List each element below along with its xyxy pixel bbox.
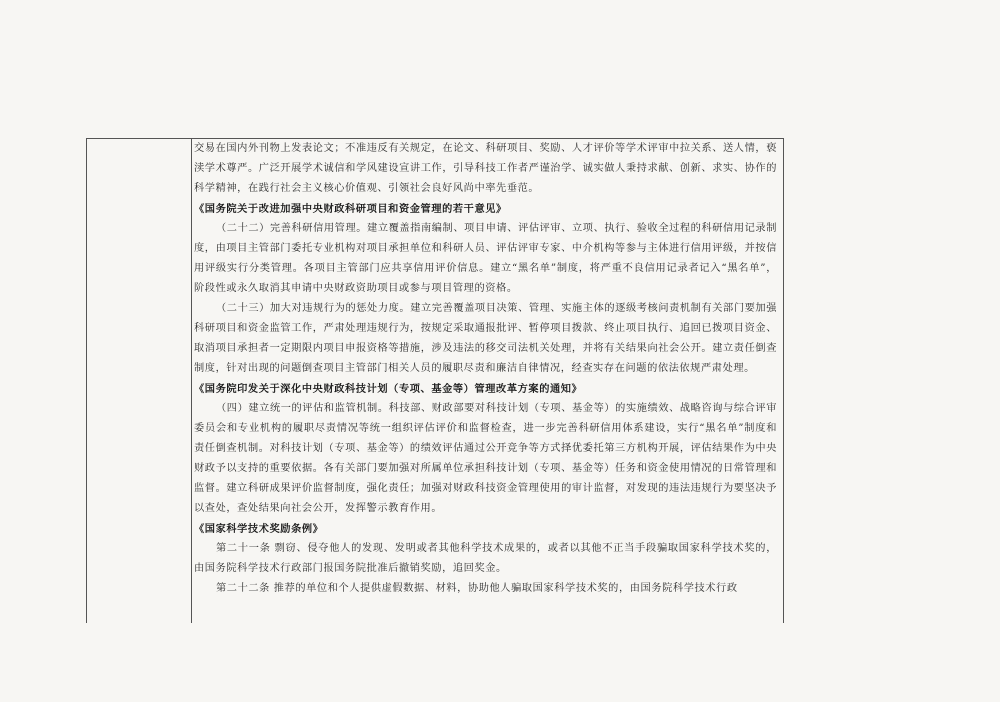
table-content-cell — [194, 139, 777, 599]
document-table — [86, 138, 784, 623]
intro-paragraph: 交易在国内外刊物上发表论文；不准违反有关规定，在论文、科研项目、奖励、人才评价等学术评审中拉关系、送人情，亵渎学术尊严。广泛开展学术诚信和学风建设宣讲工作，引导科技工作者严谨治学、诚实做人秉持求献、创新、求实、协作的科学精神，在践行社会主义核心价值观、引领社会良好风尚中率先垂范。 — [194, 143, 777, 194]
section-paragraph: （四）建立统一的评估和监管机制。科技部、财政部要对科技计划（专项、基金等）的实施绩效、战略咨询与综合评审委员会和专业机构的履职尽责情况等统一组织评估评价和监督检查，进一步完善科研信用体系建设，实行“黑名单”制度和责任倒查机制。对科技计划（专项、基金等）的绩效评估通过公开竞争等方式择优委托第三方机构开展，评估结果作为中央财政予以支持的重要依据。各有关部门要加强对所属单位承担科技计划（专项、基金等）任务和资金使用情况的日常管理和监督。建立科研成果评价监督制度，强化责任；加强对财政科技资金管理使用的审计监督，对发现的违法违规行为要坚决予以查处，查处结果向社会公开，发挥警示教育作用。 — [194, 403, 777, 514]
section-title: 《国务院关于改进加强中央财政科研项目和资金管理的若干意见》 — [194, 203, 507, 215]
section-title: 《国家科学技术奖励条例》 — [194, 523, 324, 535]
section-paragraph: （二十三）加大对违规行为的惩处力度。建立完善覆盖项目决策、管理、实施主体的逐级考核问责机制有关部门要加强科研项目和资金监管工作，严肃处理违规行为，按规定采取通报批评、暂停项目拨款、终止项目执行、追回已拨项目资金、取消项目承担者一定期限内项目申报资格等措施，涉及违法的移交司法机关处理，并将有关结果向社会公开。建立责任倒查制度，针对出现的问题倒查项目主管部门相关人员的履职尽责和廉洁自律情况，经查实存在问题的依法依规严肃处理。 — [194, 303, 777, 374]
table-left-column — [87, 139, 192, 623]
section-paragraph: 第二十一条 剽窃、侵夺他人的发现、发明或者其他科学技术成果的，或者以其他不正当手段骗取国家科学技术奖的，由国务院科学技术行政部门报国务院批准后撤销奖励，追回奖金。 — [194, 543, 777, 574]
section-title: 《国务院印发关于深化中央财政科技计划（专项、基金等）管理改革方案的通知》 — [194, 383, 583, 395]
section-paragraph: 第二十二条 推荐的单位和个人提供虚假数据、材料，协助他人骗取国家科学技术奖的，由国务院科学技术行政 — [216, 583, 738, 594]
section-paragraph: （二十二）完善科研信用管理。建立覆盖指南编制、项目申请、评估评审、立项、执行、验收全过程的科研信用记录制度，由项目主管部门委托专业机构对项目承担单位和科研人员、评估评审专家、中介机构等参与主体进行信用评级，并按信用评级实行分类管理。各项目主管部门应共享信用评价信息。建立“黑名单”制度，将严重不良信用记录者记入“黑名单”，阶段性或永久取消其申请中央财政资助项目或参与项目管理的资格。 — [194, 223, 777, 294]
